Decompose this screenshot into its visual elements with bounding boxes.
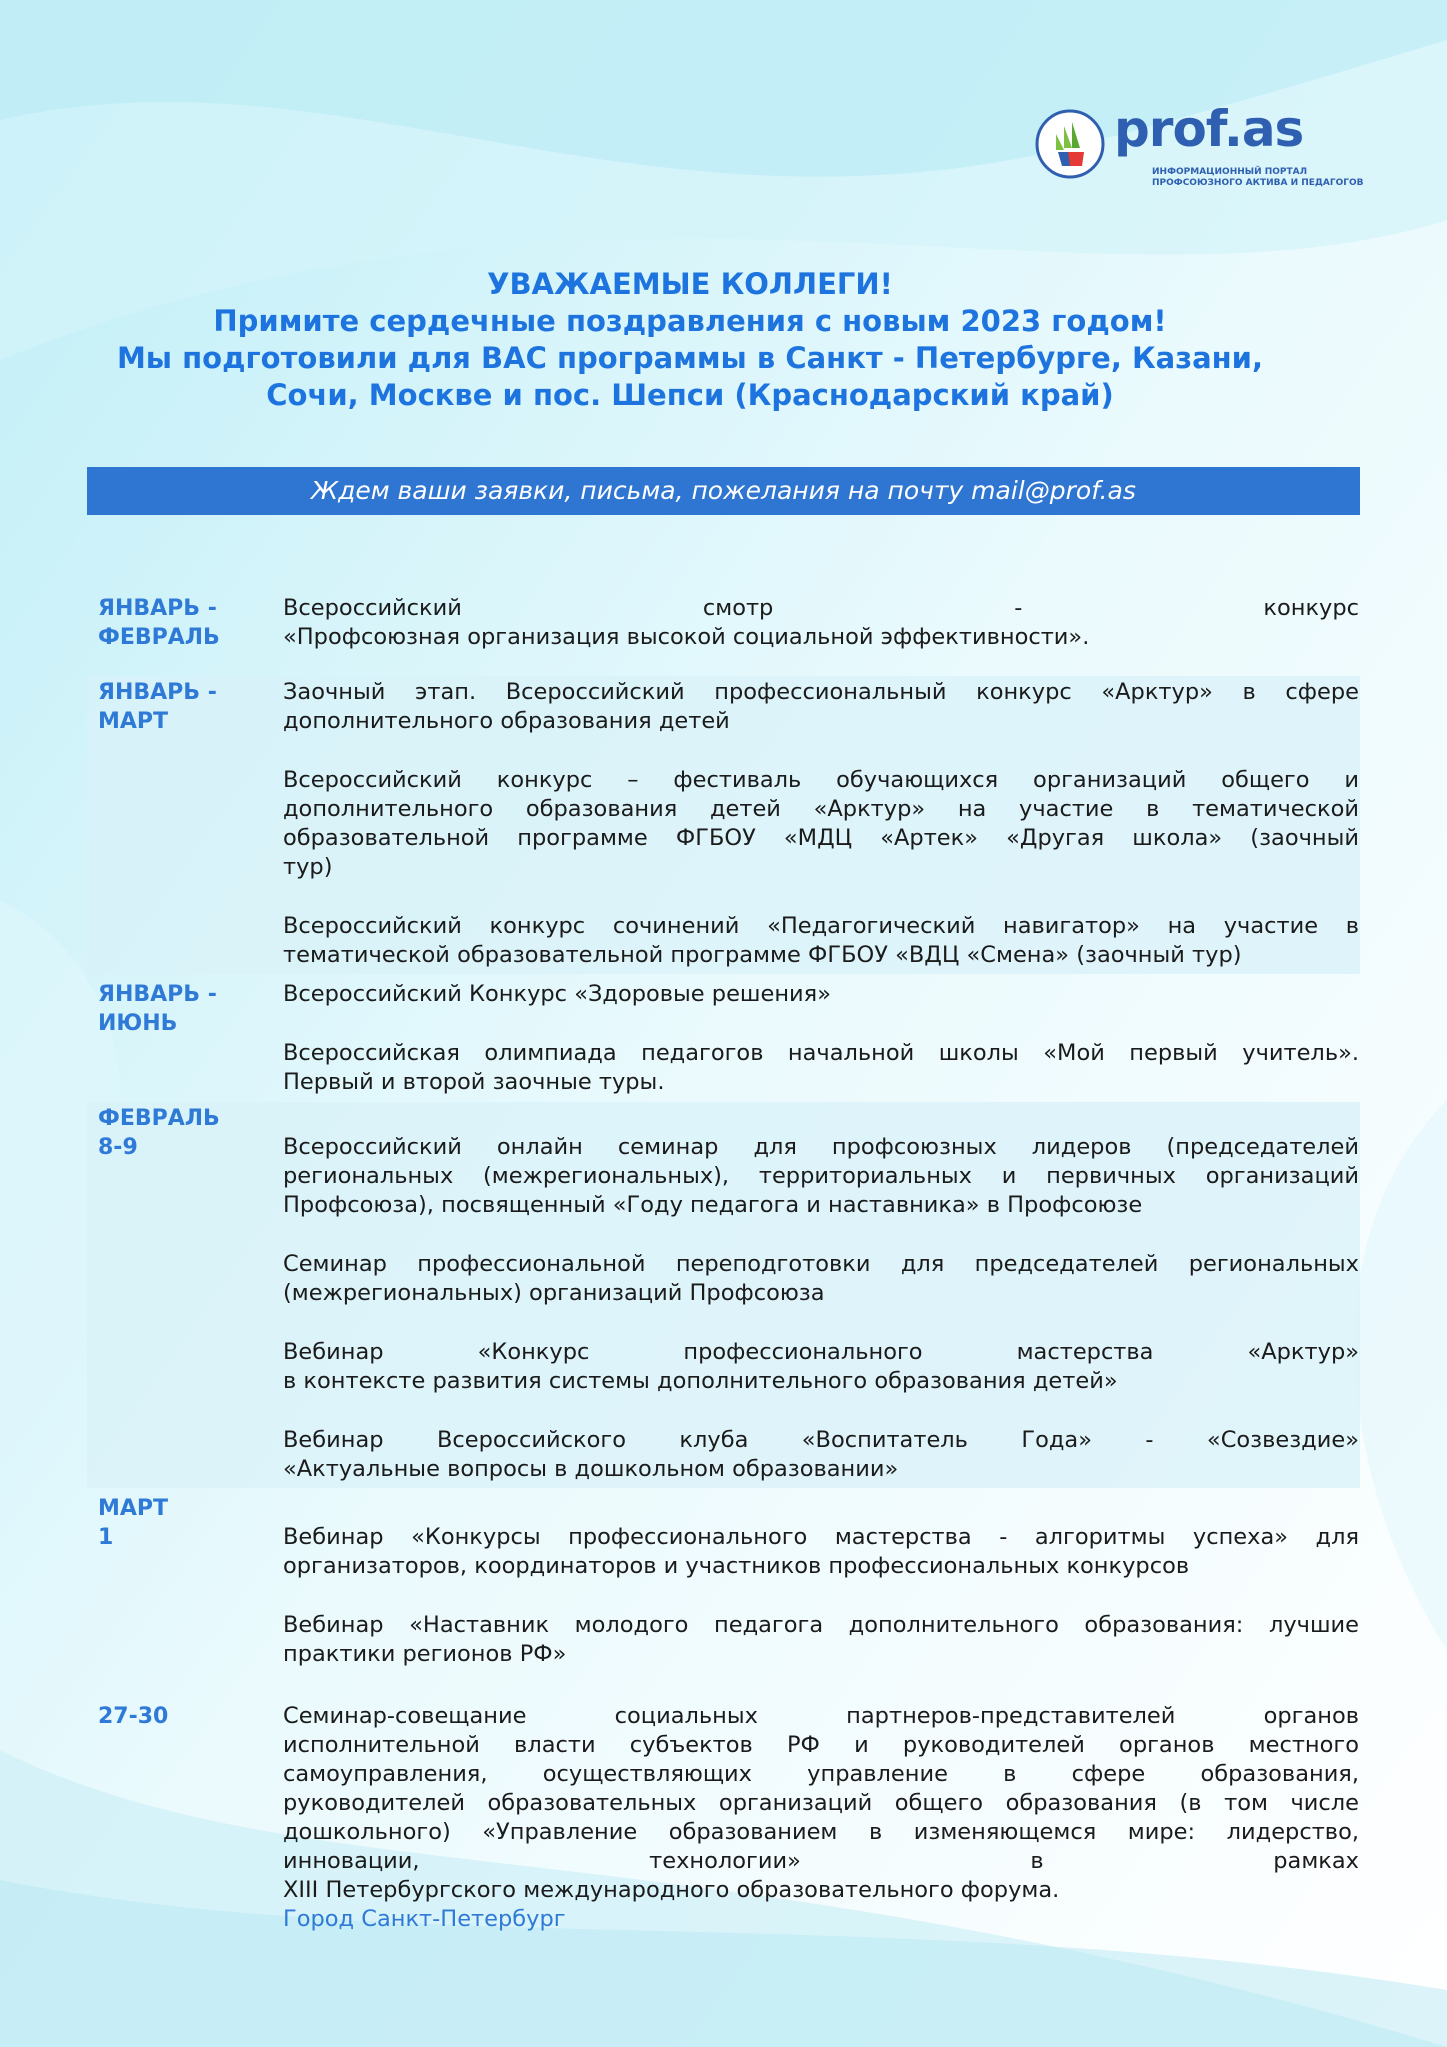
schedule-month xyxy=(98,1494,168,1552)
month-line: 8-9 xyxy=(98,1135,138,1160)
prof-as-logo[interactable] xyxy=(1034,100,1384,188)
month-line: ЯНВАРЬ - xyxy=(98,680,217,705)
logo-subtitle: ИНФОРМАЦИОННЫЙ ПОРТАЛ ПРОФСОЮЗНОГО АКТИВА И ПЕДАГОГОВ xyxy=(1152,167,1364,188)
event-item xyxy=(283,1426,1359,1484)
schedule-month xyxy=(98,1104,220,1162)
schedule-events xyxy=(283,980,1359,1097)
event-text-line: руководителей образовательных организаций общего образования (в том числе xyxy=(283,1790,1359,1816)
event-text-line: Всероссийский смотр - конкурс xyxy=(283,595,1359,621)
schedule-row xyxy=(87,1492,1360,1698)
event-text-line: тематической образовательной программе ФГБОУ «ВДЦ «Смена» (заочный тур) xyxy=(283,942,1242,968)
month-line: ЯНВАРЬ - xyxy=(98,596,217,621)
event-text-line: самоуправления, осуществляющих управление в сфере образования, xyxy=(283,1761,1359,1787)
event-text-line: тур) xyxy=(283,854,333,880)
event-text-line: Всероссийский конкурс – фестиваль обучающихся организаций общего и xyxy=(283,767,1359,793)
schedule-month xyxy=(98,980,217,1038)
month-line: ФЕВРАЛЬ xyxy=(98,1106,220,1131)
schedule-events xyxy=(283,678,1359,970)
schedule-events xyxy=(283,1523,1359,1669)
event-text-line: исполнительной власти субъектов РФ и руководителей органов местного xyxy=(283,1732,1359,1758)
event-text-line: Вебинар «Конкурсы профессионального мастерства - алгоритмы успеха» для xyxy=(283,1524,1359,1550)
event-text-line: Вебинар «Конкурс профессионального мастерства «Арктур» xyxy=(283,1339,1359,1365)
month-line: ИЮНЬ xyxy=(98,1011,178,1036)
event-text-line: дошкольного) «Управление образованием в изменяющемся мире: лидерство, xyxy=(283,1819,1359,1845)
schedule-row xyxy=(87,592,1360,672)
event-text-line: Семинар-совещание социальных партнеров-представителей органов xyxy=(283,1703,1359,1729)
month-line: 1 xyxy=(98,1525,114,1550)
event-text-line: Вебинар Всероссийского клуба «Воспитатель Года» - «Созвездие» xyxy=(283,1427,1359,1453)
event-item xyxy=(283,1611,1359,1669)
event-text-line: образовательной программе ФГБОУ «МДЦ «Артек» «Другая школа» (заочный xyxy=(283,825,1359,851)
event-text-line: инновации, технологии» в рамках xyxy=(283,1848,1359,1874)
event-text-line: организаторов, координаторов и участников профессиональных конкурсов xyxy=(283,1553,1190,1579)
event-text-line: XIII Петербургского международного образовательного форума. xyxy=(283,1877,1060,1903)
event-text-line: «Профсоюзная организация высокой социальной эффективности». xyxy=(283,624,1090,650)
event-text-line: Вебинар «Наставник молодого педагога дополнительного образования: лучшие xyxy=(283,1612,1359,1638)
schedule-events xyxy=(283,1133,1359,1484)
schedule-row xyxy=(87,1102,1360,1488)
heading-line-3: Мы подготовили для ВАС программы в Санкт - Петербурге, Казани, xyxy=(116,341,1264,375)
schedule-month xyxy=(98,1702,168,1731)
month-line: МАРТ xyxy=(98,1496,169,1521)
month-line: ФЕВРАЛЬ xyxy=(98,625,220,650)
schedule-events xyxy=(283,594,1359,652)
event-item xyxy=(283,1250,1359,1308)
event-text-line: Семинар профессиональной переподготовки для председателей региональных xyxy=(283,1251,1359,1277)
event-item xyxy=(283,678,1359,736)
event-text-line: дополнительного образования детей xyxy=(283,708,730,734)
event-item xyxy=(283,1338,1359,1396)
event-text-line: дополнительного образования детей «Арктур» на участие в тематической xyxy=(283,796,1359,822)
event-text-line: Всероссийский Конкурс «Здоровые решения» xyxy=(283,981,831,1007)
event-item xyxy=(283,1702,1359,1905)
event-text-line: (межрегиональных) организаций Профсоюза xyxy=(283,1280,825,1306)
logo-wordmark: prof.as xyxy=(1114,100,1304,158)
event-item xyxy=(283,766,1359,882)
greeting-heading xyxy=(60,266,1320,414)
event-item xyxy=(283,912,1359,970)
event-text-line: Заочный этап. Всероссийский профессиональный конкурс «Арктур» в сфере xyxy=(283,679,1359,705)
event-text-line: «Актуальные вопросы в дошкольном образовании» xyxy=(283,1456,899,1482)
contact-banner: Ждем ваши заявки, письма, пожелания на почту mail@prof.as xyxy=(87,467,1360,515)
schedule-row xyxy=(87,978,1360,1098)
event-item xyxy=(283,980,1359,1009)
event-text-line: в контексте развития системы дополнительного образования детей» xyxy=(283,1368,1118,1394)
event-item xyxy=(283,1039,1359,1097)
event-text-line: Профсоюза), посвященный «Году педагога и наставника» в Профсоюзе xyxy=(283,1192,1143,1218)
schedule-row xyxy=(87,676,1360,974)
schedule-month xyxy=(98,678,217,736)
event-text-line: Всероссийский онлайн семинар для профсоюзных лидеров (председателей xyxy=(283,1134,1359,1160)
event-item xyxy=(283,594,1359,652)
heading-line-1: УВАЖАЕМЫЕ КОЛЛЕГИ! xyxy=(487,267,893,301)
event-text-line: Всероссийский конкурс сочинений «Педагогический навигатор» на участие в xyxy=(283,913,1359,939)
schedule-month xyxy=(98,594,220,652)
schedule-row xyxy=(87,1700,1360,1940)
schedule-events xyxy=(283,1702,1359,1934)
event-text-line: региональных (межрегиональных), территориальных и первичных организаций xyxy=(283,1163,1359,1189)
event-text-line: Первый и второй заочные туры. xyxy=(283,1069,665,1095)
event-text-line: практики регионов РФ» xyxy=(283,1641,567,1667)
heading-line-4: Сочи, Москве и пос. Шепси (Краснодарский край) xyxy=(266,378,1114,412)
union-emblem-icon xyxy=(1034,108,1106,180)
heading-line-2: Примите сердечные поздравления с новым 2023 годом! xyxy=(213,304,1167,338)
month-line: 27-30 xyxy=(98,1704,169,1729)
event-city: Город Санкт-Петербург xyxy=(283,1906,566,1932)
event-item xyxy=(283,1523,1359,1581)
event-item xyxy=(283,1133,1359,1220)
event-text-line: Всероссийская олимпиада педагогов начальной школы «Мой первый учитель». xyxy=(283,1040,1359,1066)
month-line: МАРТ xyxy=(98,709,169,734)
month-line: ЯНВАРЬ - xyxy=(98,982,217,1007)
